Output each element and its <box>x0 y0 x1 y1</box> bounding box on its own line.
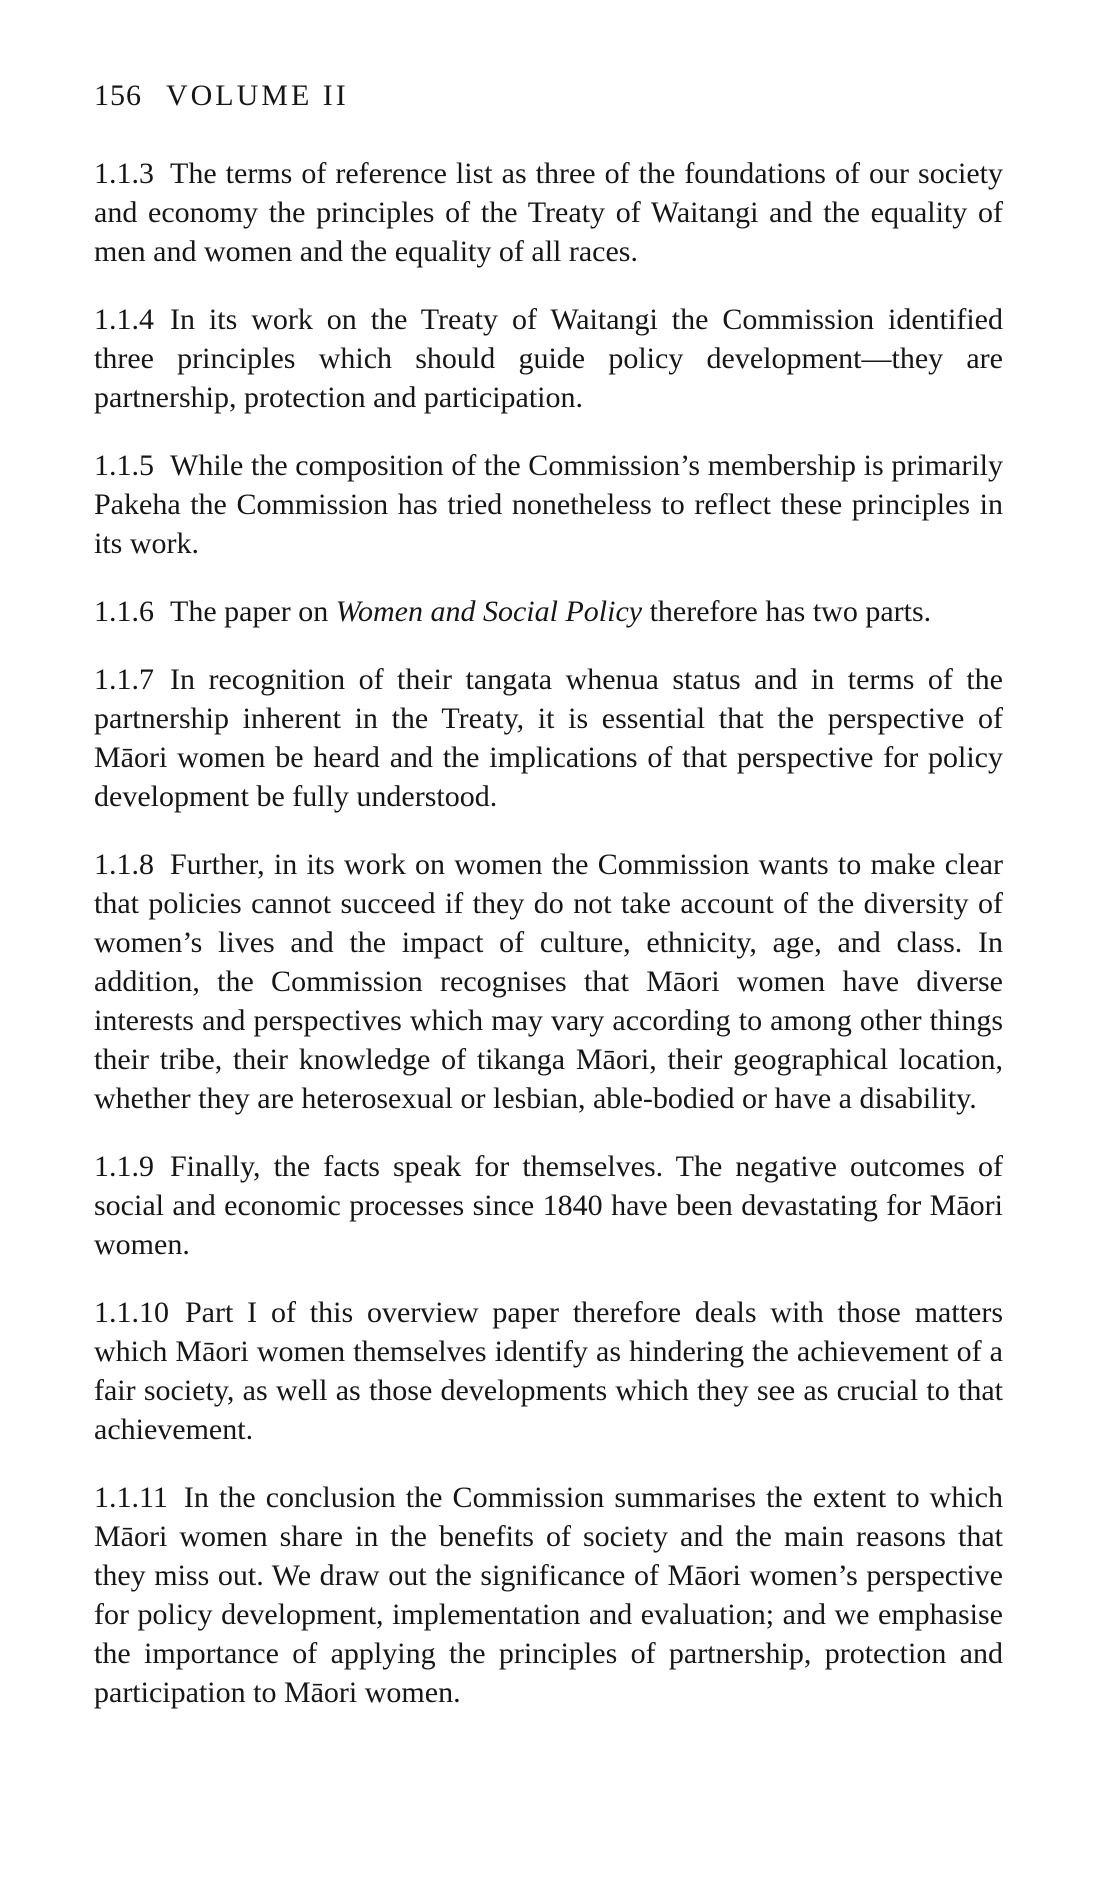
paragraph-number: 1.1.10 <box>94 1296 169 1329</box>
paragraph-text: Finally, the facts speak for themselves. The negative outcomes of social and economic processes since 1840 have been devastating for Māori women. <box>94 1150 1003 1261</box>
paragraph-text: In its work on the Treaty of Waitangi the Commission identified three principles which should guide policy development—they are partnership, protection and participation. <box>94 303 1003 414</box>
paragraph-number: 1.1.3 <box>94 157 154 190</box>
paragraph-1-1-5 <box>94 446 1003 563</box>
paragraph-1-1-11 <box>94 1478 1003 1712</box>
paragraph-number: 1.1.6 <box>94 595 154 628</box>
paragraph-text: Further, in its work on women the Commission wants to make clear that policies cannot succeed if they do not take account of the diversity of women’s lives and the impact of culture, ethnicity, age, and class. In addition, the Commission recognises that Māori women have diverse interests and perspectives which may vary according to among other things their tribe, their knowledge of tikanga Māori, their geographical location, whether they are heterosexual or lesbian, able-bodied or have a disability. <box>94 848 1003 1115</box>
volume-label: VOLUME II <box>165 79 349 112</box>
paragraph-number: 1.1.5 <box>94 449 154 482</box>
running-head <box>94 78 1003 114</box>
paragraph-number: 1.1.9 <box>94 1150 154 1183</box>
page-number: 156 <box>94 79 142 112</box>
paragraph-1-1-9 <box>94 1147 1003 1264</box>
paragraph-number: 1.1.8 <box>94 848 154 881</box>
paragraph-1-1-3 <box>94 154 1003 271</box>
paper-title: Women and Social Policy <box>335 595 643 628</box>
paragraph-1-1-6 <box>94 592 1003 631</box>
paragraph-number: 1.1.11 <box>94 1481 168 1514</box>
paragraph-1-1-7 <box>94 660 1003 816</box>
paragraph-text: While the composition of the Commission’s membership is primarily Pakeha the Commission has tried nonetheless to reflect these principles in its work. <box>94 449 1003 560</box>
paragraph-text: Part I of this overview paper therefore deals with those matters which Māori women themselves identify as hindering the achievement of a fair society, as well as those developments which they see as crucial to that achievement. <box>94 1296 1003 1446</box>
paragraph-text: In the conclusion the Commission summarises the extent to which Māori women share in the benefits of society and the main reasons that they miss out. We draw out the significance of Māori women’s perspective for policy development, implementation and evaluation; and we emphasise the importance of applying the principles of partnership, protection and participation to Māori women. <box>94 1481 1003 1709</box>
paragraph-text: The terms of reference list as three of the foundations of our society and economy the principles of the Treaty of Waitangi and the equality of men and women and the equality of all races. <box>94 157 1003 268</box>
paragraph-1-1-4 <box>94 300 1003 417</box>
paragraph-text: In recognition of their tangata whenua status and in terms of the partnership inherent in the Treaty, it is essential that the perspective of Māori women be heard and the implications of that perspective for policy development be fully understood. <box>94 663 1003 813</box>
paragraph-number: 1.1.4 <box>94 303 154 336</box>
paragraph-1-1-10 <box>94 1293 1003 1449</box>
paragraph-number: 1.1.7 <box>94 663 154 696</box>
paragraph-text-after: therefore has two parts. <box>649 595 932 628</box>
paragraph-1-1-8 <box>94 845 1003 1118</box>
document-page <box>94 78 1003 1741</box>
paragraph-text-before: The paper on <box>170 595 329 628</box>
